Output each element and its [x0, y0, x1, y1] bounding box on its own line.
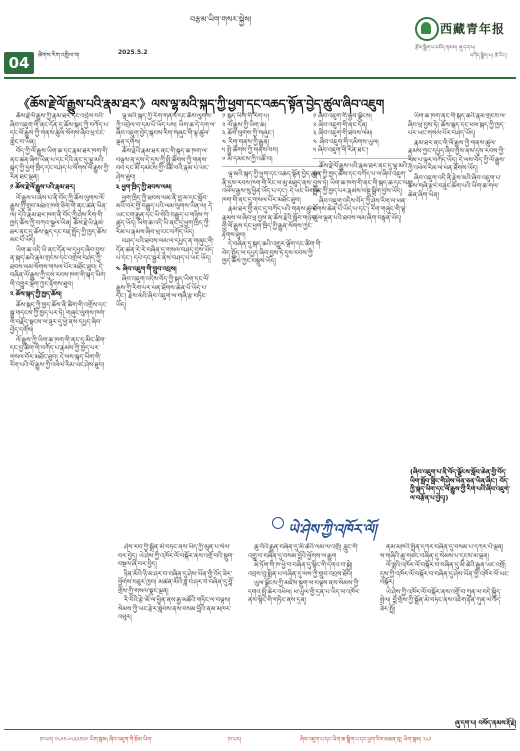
- paragraph: ལོ་རྒྱུས་ཀྱི་ཡིག་ཆ་ཁག་གི་ནང་དུ་མིང་ཚིག་དང་བྱ་ཚིག་གི་བཀོད་པ་རྣམས་ཀྱི་ཁྱད་པར་གསལ་བོར་མཐོང་ཐུབ། དེ་ལས་སྐད་ཡིག་གི་རིག་པའི་ལོ་རྒྱུས་ཀྱི་འཕེལ་རིམ་ཡང་ཤེས་ཐུབ།: [10, 335, 106, 369]
- paragraph: དེ་བཞིན་དུ་སྐད་ཆའི་འགྱུར་ལྡོག་དང་ཚིག་གི་བེད་སྤྱོད་ལ་དཔྱད་ཞིབ་བྱས་ཏེ་དུས་རབས་ཀྱི་ཁྱད་ཆོས་ཀྱང་བསྡུས་ཡོད།: [222, 240, 322, 265]
- header-divider: [4, 77, 516, 79]
- poem-stanza: མེ་ཏོག་གི་ཁ་ཕྱེ་བ་བཞིན་དུ་སྙིང་གི་དགའ་བ་སྐྱེ། འབྲས་བུ་སྨིན་པ་བཞིན་དུ་ལས་ཀྱི་གྲུབ་འབྲས་ཐོབ།: [248, 561, 353, 578]
- paragraph: ལྷ་མའི་སྐད་ཀྱི་རིག་གནས་དང་ཆོས་ལུགས་ཀྱི་འབྲེལ་བ་དམ་པོ་ཡོད་པས། ཡིག་ཆ་དེ་དག་ལ་ཞིབ་འཇུག་བྱེད་སྐབས་རིག་གཞུང་གི་ལྟ་ཚུལ་ལྡན་དགོས།: [116, 112, 216, 146]
- article-column-2: [116, 112, 216, 537]
- poem-author: ཞུ་དག་པ། བསོད་ནམས་རྡོ་རྗེ།: [455, 719, 517, 727]
- paragraph: ཞིབ་འཇུག་འདིས་བོད་ཀྱི་ཤེས་རིག་ལ་ཕན་ཐོགས་ཆེན་པོ་ཡོད་པ་དང་། རིག་གཞུང་གི་ལྟ་ཚུལ་ལྡན་པའི་ཐབས་ལམ་ཞིག་བསྟན་ཡོད།: [313, 196, 407, 222]
- paragraph: ལྷ་མའི་སྐད་ཀྱི་ཕྱག་དང་འཆད་སྟོན་བྱེད་ཚུལ་ནི་དུས་རབས་ཁག་གི་རིང་ལ་མུ་མཐུད་ནས་འཕེལ་རྒྱས་སུ་ཕྱིན་ཡོད་པ་དང་། དེ་ཡང་ཡིག་ཆ་ཁག་གི་ནང་དུ་གསལ་པོར་མཐོང་ཐུབ།: [222, 170, 322, 204]
- footer-contact: ཁ་པར། ༠༨༩༡-༦༨༣༢༡༢༠ ཡིག་སྒམ། ཞིབ་འཇུག་གི་རྩོམ་ཡིག་: [40, 737, 153, 743]
- poem-stanza: ཡུལ་ལྗོངས་ཀྱི་མཛེས་སྡུག་ལ་བལྟས་ནས་སེམས་ཀྱི་དགའ་སྤྲོ་ཆེར་འཕེལ། ཕ་ཡུལ་གྱི་དྲན་པ་ཡིད་ལ་འཁོར་ནས་སྙིང་གི་གཏིང་ནས་དྲན།: [248, 579, 361, 604]
- section-heading: ༡ ཆོས་རྗེ་ལོ་རྒྱུས་པའི་རྣམ་ཐར།: [10, 183, 75, 191]
- list-item: ༢ ལོ་རྒྱུས་ཀྱི་ཡིག་ཆ།: [222, 120, 267, 129]
- newspaper-name: 西藏青年报: [440, 22, 506, 36]
- section-name: ཚིགས་རིག་འཁྱིལ་བ།: [38, 52, 80, 59]
- paragraph: ཕྱག་ཁྲིད་ཀྱི་ཐབས་ལམ་ནི་བླ་མ་དང་སློབ་མའི་བར་གྱི་བརྒྱུད་པའི་ལམ་ལུགས་ཡིན་ལ། དེ་ཡང་ངག་རྒྱུན་དང་ཡི་གེའི་བརྒྱུད་པ་གཉིས་ཀ་ཚུད་ཡོད། ཡིག་ཆ་འདི་ཡི་ནང་དུ་ཕྱག་ཁྲིད་ཀྱི་རིམ་པ་རྣམས་ཞིབ་ཕྲ་ངང་བཀོད་ཡོད།: [116, 193, 214, 236]
- poem-stanza: ཡེ་ཤེས་ཀྱི་འཁོར་ལོ་བསྐོར་ནས་འགྲོ་བ་ཀུན་ལ་བདེ་སྐྱིད་སྤེལ། བློ་གྲོས་ཀྱི་སྒྲོན་མེ་བཏང་ནས་འཇིག་རྟེན་ཀུན་ལ་འོད་ཟེར་སྤྲོ།: [380, 587, 502, 613]
- paragraph: ཆོས་རྗེ་ལོ་རྒྱུས་ཀྱི་རྣམ་ཐར་དང་འབྲེལ་བའི་ཞིབ་འཇུག་གི་ནང་དོན་དུ་ཆོས་སྐད་ཀྱི་བཀོད་པ་དང་ལོ་རྒྱུས་ཀྱི་གནས་ཚུལ་སོགས་ཞིབ་ཕྲ་ངང་གླེང་བ་ཡིན།: [10, 112, 110, 146]
- paragraph: རྣམ་ཐར་གྱི་ནང་དུ་བཀོད་པའི་གནས་ཚུལ་རྣམས་ལ་ཞིབ་ཕྲ་བྱས་ན་ཆོས་རྗེའི་སློབ་གཉེར་གྱི་ལོ་རྒྱུས་དང་ཕྱག་ཁྲིད་ཀྱི་རྒྱུན་སོགས་ཀྱང་རྟོགས་ཐུབ།: [222, 205, 317, 239]
- page-header: [0, 0, 520, 80]
- paragraph: ཡིག་ཆ་འདི་ཡི་ནང་དོན་ལ་དཔྱད་ཞིབ་བྱས་ན་སྐད་ཆའི་རྣམ་གྲངས་དང་འགྲེལ་བཤད་ཀྱི་ཐབས་ལམ་སོགས་གསལ་པོར་མཐོང་ཐུབ། དེ་བཞིན་ལོ་རྒྱུས་ཀྱི་དུས་རབས་ཁག་གི་སྐད་ཡིག་གི་འགྱུར་ལྡོག་ཀྱང་རྟོགས་ཐུབ།: [10, 245, 107, 288]
- poem-stanza: ནམ་མཁའི་སྤྲིན་དཀར་བཞིན་དུ་བསམ་པ་དཀར་པོ་ལྡན། ས་གཞིའི་ཆུ་གཙང་བཞིན་དུ་སེམས་པ་དྭངས་མ་ལྡན།: [380, 543, 504, 560]
- list-item: ༤ ཞིབ་འཇུག་གི་དམིགས་ཡུལ།: [313, 137, 379, 146]
- poem-title: ཡེ་ཤེས་ཀྱི་འཁོར་ལོ།: [288, 513, 377, 553]
- layout-credit: བཀོད་སྒྲིག་པ། ཚེ་རིང་།: [470, 53, 508, 59]
- footer-divider: [4, 729, 516, 730]
- paragraph: ཞིབ་འཇུག་འདི་ནི་རྗེས་མའི་ཞིབ་འཇུག་པ་ཚོས་གཞི་རྩར་བཟུང་ཆོག་པའི་ཡིག་ཆ་གལ་ཆེན་ཞིག་ཡིན།: [408, 173, 502, 199]
- section-heading: ༣ ཕྱག་ཁྲིད་ཀྱི་ཐབས་ལམ།: [116, 183, 172, 191]
- paragraph: ཆོས་རྗེའི་རྣམ་ཐར་ནང་གི་སྐད་ཆ་ཁག་ལ་བལྟས་ན་དུས་དེ་དུས་ཀྱི་སྤྱི་ཚོགས་ཀྱི་གནས་བབ་དང་མི་དམངས་ཀྱི་འཚོ་བའི་རྣམ་པ་ཡང་ཤེས་ཐུབ།: [116, 147, 210, 181]
- paragraph: ཆོས་སྐད་ཀྱི་ཁྱད་ཆོས་ནི་ཚིག་གི་འགྲོས་དང་སྒྲ་གདངས་ཀྱི་ཁྱད་པར་ཏེ། གཞུང་ལུགས་ཁག་གི་བརྗོད་སྟངས་ལ་ཟུར་དུ་ཕྱེ་ནས་དཔྱད་ཞིབ་བྱེད་དགོས།: [10, 300, 108, 334]
- section-heading: ༤ ཞིབ་འཇུག་གི་གྲུབ་འབྲས།: [116, 264, 177, 273]
- issue-date: 2025.5.2: [118, 49, 148, 56]
- article-column-4: [313, 112, 413, 537]
- list-item: ༣ ཞིབ་འཇུག་གི་ཐབས་ལམ།: [313, 129, 373, 137]
- list-item: ༣ ཆོས་ལུགས་ཀྱི་གཞུང་།: [222, 129, 275, 137]
- footer-address: ཞིབ་འཇུག་པ་དང་ཡིག་ཆ་སྒྲིག་པ་དང་ཕྱག་རིས་མཆན་བུ། ཡིག་སྒམ། ༢༨༩: [300, 737, 432, 743]
- page-number: 04: [4, 52, 34, 74]
- list-item: ༥ སྤྱི་ཚོགས་ཀྱི་གནས་བབ།: [222, 146, 279, 154]
- section-heading: ༢ ཆོས་སྐད་ཀྱི་ཁྱད་ཆོས།: [10, 290, 62, 298]
- poem-stanza: ཤེས་རབ་ཀྱི་སྒྲོན་མེ་བཏང་ནས་ཡིད་ཀྱི་མུན་པ་སེལ་བར་བྱེད། ཡེ་ཤེས་ཀྱི་འཁོར་ལོ་བསྐོར་ནས་འགྲོ་བའི་སྡུག་བསྔལ་ཞི་བར་བྱེད།: [118, 543, 234, 568]
- article-headline: 《ཆོས་རྗེ་ལོ་རྒྱུས་པའི་རྣམ་ཐར་》ལས་ལྷ་མའི་སྐད་ཀྱི་ཕྱག་དང་འཆད་སྟོན་བྱེད་ཚུལ་ཞིབ་འཇུག: [18, 97, 385, 111]
- paragraph: ཡིག་ཆ་ཁག་ནང་གི་སྐད་ཆའི་རྣམ་གྲངས་ལ་ཞིབ་ཕྲ་བྱས་ཏེ། ཆོས་སྐད་དང་ཕལ་སྐད་ཀྱི་ཁྱད་པར་ཡང་གསལ་པོར་བཤད་ཡོད།: [408, 112, 506, 137]
- paragraph: རྣམ་ཐར་ནང་གི་ལོ་རྒྱུས་ཀྱི་གནས་ཚུལ་རྣམས་ཀྱང་དཔྱད་ཞིབ་བྱས་ནས་དུས་རབས་ཀྱི་རིམ་པ་ལྟར་བཀོད་ཡོད། དེ་ལས་བོད་ཀྱི་ལོ་རྒྱུས་ཀྱི་འཕེལ་རིམ་ལ་ཕན་ཐོགས་ཡོད།: [408, 138, 506, 172]
- poem-stanza: ལོ་ཟླའི་འཁོར་ལོ་བསྐོར་བ་བཞིན་དུ་མི་ཚེའི་རྒྱུན་ཡང་འགྲོ། དུས་ཀྱི་འཁོར་ལོ་བསྐོར་བ་བཞིན་དུ་ཤེས་ཡོན་གྱི་འཁོར་ལོ་ཡང་བསྐོར།: [380, 561, 510, 586]
- paragraph: བོད་ཀྱི་ལོ་རྒྱུས་ཡིག་ཆ་དང་རྣམ་ཐར་ཁག་གི་ནང་ཚན་ཞིག་ཡིན་པ་དང་དེའི་ནང་དུ་ལྷ་མའི་སྐད་ཀྱི་ཕྱག་ཁྲིད་དང་བཤད་པ་སོགས་ལོ་རྒྱུས་ཀྱི་རིན་ཐང་ལྡན།: [10, 147, 110, 181]
- divider: [313, 158, 413, 159]
- list-item: ༡ སྐད་ཡིག་གི་རིག་པ།: [222, 112, 269, 120]
- poem-column-2: [248, 543, 368, 693]
- poem-stanza: ཉིན་མོའི་ཉི་མ་ཤར་བ་བཞིན་དུ་ཤེས་ཡོན་གྱི་འོད་ཟེར་ཕྱོགས་བཅུར་ཁྱབ། མཚན་མོའི་ཟླ་བ་ཤར་བ་བཞིན་དུ་བློ་གྲོས་ཀྱི་གསལ་སྣང་ལྡན།: [118, 569, 234, 595]
- divider: [222, 166, 322, 167]
- author-note: (ཞིབ་འཇུག་པ་ནི་བོད་ལྗོངས་སློབ་ཆེན་གྱི་བོད་ཡིག་སློབ་གླིང་གི་ཤེས་ཡོན་ཅན་ཡིན་ཞིང་། བོད་ཀྱི་སྐད་ཡིག་དང་ལོ་རྒྱུས་ཀྱི་རིག་པའི་ཞིབ་འཇུག་ལ་བརྩོན་པ་བྱེད།): [410, 468, 511, 502]
- paragraph: ཞིབ་འཇུག་འདིས་བོད་ཀྱི་སྐད་ཡིག་དང་ལོ་རྒྱུས་ཀྱི་རིག་པར་ཕན་ཐོགས་ཆེན་པོ་ཡོད་པ་དང་། རྗེས་མའི་ཞིབ་འཇུག་ལ་གཞི་རྩ་བཏིང་ཡོད།: [116, 275, 210, 309]
- paragraph: བཤད་པའི་ཐབས་ལམ་ལ་དཔྱད་ན་གཞུང་གི་དོན་ཚན་རེ་རེ་བཞིན་དུ་གསལ་བཤད་བྱས་ཡོད་པ་དང་། དཔེ་དང་སྦྱར་ནས་བཤད་པ་ཡང་ཡོད།: [116, 237, 215, 262]
- paragraph: ཆོས་རྗེ་ལོ་རྒྱུས་པའི་རྣམ་ཐར་ནང་དུ་ལྷ་མའི་སྐད་ཀྱི་ཁྱད་ཆོས་དང་བཀོད་པ་ལ་ཞིབ་འཇུག་བྱས་ཏེ། ཡིག་ཆ་ཁག་གི་ནང་གི་སྐད་ཆ་དང་བརྡ་སྤྲོད་ཀྱི་ཁྱད་པར་རྣམས་བསྡུ་སྒྲིག་བྱས་ཡོད།: [313, 161, 413, 195]
- poem-column-3: [380, 543, 510, 693]
- poem-column-1: [118, 543, 238, 693]
- section-title: བརྩམ་ཡིག་གསར་སྐྱེས།: [190, 15, 252, 24]
- paragraph: ལོ་རྒྱུས་པ་ཞེས་པ་ནི་བོད་ཀྱི་ཆོས་ལུགས་ལོ་རྒྱུས་ཀྱི་གྲུབ་མཐའ་ཁག་ཅིག་གི་ནང་ཚན་ཡིན་ལ། དེའི་རྣམ་ཐར་ཁག་ནི་བོད་ཀྱི་ཤེས་རིག་གི་ཁྱད་ཆོས་ཀྱི་བཀའ་སྩལ་ཡིན། ཆོས་རྗེ་ཡི་རྣམ་ཐར་ནང་དུ་ཆོས་སྐད་དང་བརྡ་སྤྲོད་ཀྱི་ཁྱད་ཆོས་མང་པོ་ཡོད།: [10, 193, 108, 244]
- list-item: ༥ ཞིབ་འཇུག་གི་རིན་ཐང་།: [313, 146, 369, 154]
- list-item: ༡ ཞིབ་འཇུག་གི་རྒྱབ་ལྗོངས།: [313, 112, 372, 120]
- newspaper-logo-icon: [415, 17, 439, 41]
- poem-stanza: ཆུ་བོའི་རྒྱུན་བཞིན་དུ་མི་ཚེའི་ལམ་ལ་འགྲོ། རླུང་གི་འགྱུ་བ་བཞིན་དུ་བསམ་བློའི་ཕྱོགས་ལ་རྒྱུག: [248, 543, 359, 560]
- poem-stanza: རི་བོའི་རྩེ་མོ་ལ་ཕྱིན་ནས་རྒྱ་མཚོའི་གཏིང་ལ་བལྟས། སེམས་ཀྱི་ཡང་རྩེར་སླེབས་ནས་བསམ་བློའི་ནམ་མཁར་འཕུར།: [118, 596, 232, 621]
- editor-credit: རྩོམ་སྒྲིག་པ་བསོད་ནམས། ཞུ་དག་པ།: [415, 45, 476, 51]
- list-item: ༢ ཞིབ་འཇུག་གི་ནང་དོན།: [313, 120, 368, 129]
- article-column-3: [222, 112, 322, 537]
- article-column-1: [10, 112, 110, 722]
- list-item: ༤ རིག་གནས་ཀྱི་རྒྱུན།: [222, 137, 270, 146]
- list-item: ༦ མི་དམངས་ཀྱི་འཚོ་བ།: [222, 154, 273, 163]
- footer-phone: ཁ་པར།: [228, 737, 242, 743]
